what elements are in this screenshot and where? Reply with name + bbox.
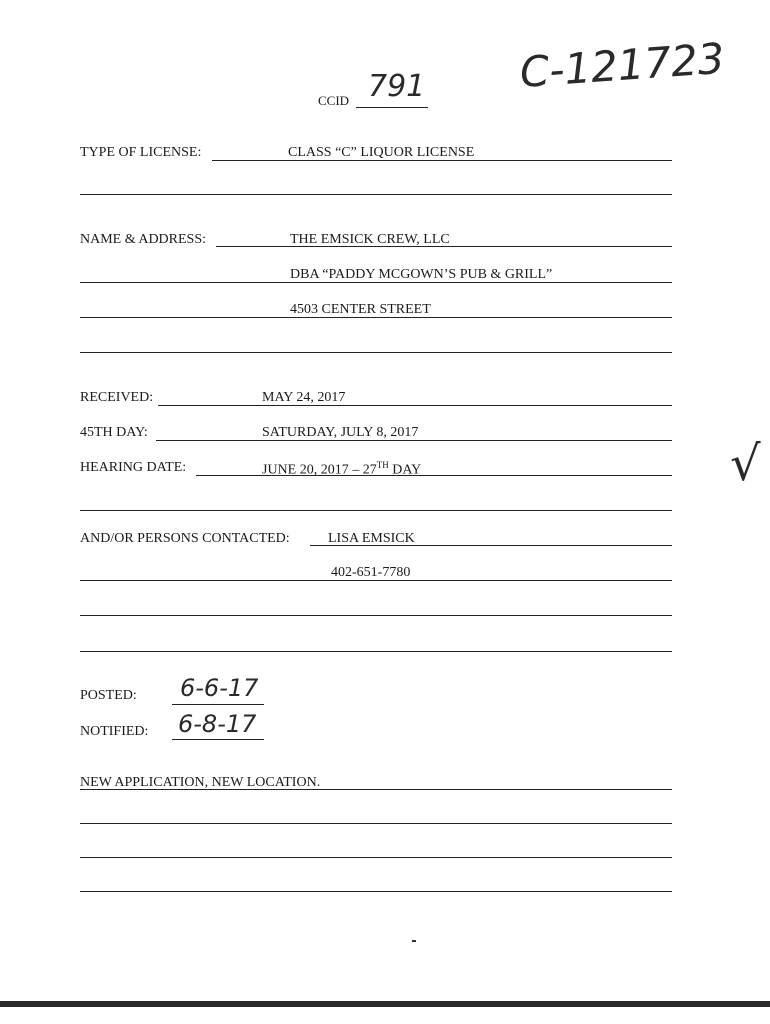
received-line <box>158 405 672 406</box>
blank-line <box>80 891 672 892</box>
contact-name: LISA EMSICK <box>328 531 415 546</box>
posted-line <box>172 704 264 705</box>
dba-line <box>80 282 672 283</box>
hearing-date-value <box>262 461 421 478</box>
license-type-label: TYPE OF LICENSE: <box>80 145 202 160</box>
dba-name: DBA “PADDY MCGOWN’S PUB & GRILL” <box>290 267 553 282</box>
blank-line <box>80 352 672 353</box>
ccid-value: 791 <box>368 69 426 104</box>
notified-label: NOTIFIED: <box>80 724 149 739</box>
blank-line <box>80 194 672 195</box>
hearing-date-superscript: TH <box>376 460 389 470</box>
business-name: THE EMSICK CREW, LLC <box>290 232 450 247</box>
notes-line <box>80 789 672 790</box>
blank-line <box>80 510 672 511</box>
scan-bottom-edge <box>0 1001 770 1007</box>
posted-date: 6-6-17 <box>180 674 259 702</box>
blank-line <box>80 857 672 858</box>
license-type-value: CLASS “C” LIQUOR LICENSE <box>288 145 475 160</box>
case-number: C-121723 <box>518 33 726 97</box>
received-label: RECEIVED: <box>80 390 154 405</box>
ccid-underline <box>356 107 428 108</box>
phone-line <box>80 580 672 581</box>
day45-label: 45TH DAY: <box>80 425 148 440</box>
posted-label: POSTED: <box>80 688 137 703</box>
hearing-date-main: JUNE 20, 2017 – 27 <box>262 462 377 478</box>
blank-line <box>80 651 672 652</box>
contacts-label: AND/OR PERSONS CONTACTED: <box>80 531 290 546</box>
day45-line <box>156 440 672 441</box>
hearing-date-tail: DAY <box>388 462 422 478</box>
day45-date: SATURDAY, JULY 8, 2017 <box>262 425 419 440</box>
received-date: MAY 24, 2017 <box>262 390 346 405</box>
notes-text: NEW APPLICATION, NEW LOCATION. <box>80 775 321 790</box>
blank-line <box>80 823 672 824</box>
contact-phone: 402-651-7780 <box>331 565 411 580</box>
hearing-date-label: HEARING DATE: <box>80 460 187 475</box>
license-type-line <box>212 160 672 161</box>
notified-date: 6-8-17 <box>178 710 257 738</box>
blank-line <box>80 615 672 616</box>
scan-speck <box>412 940 416 942</box>
ccid-label: CCID <box>318 93 350 108</box>
name-address-label: NAME & ADDRESS: <box>80 232 207 247</box>
check-mark: √ <box>730 436 761 492</box>
street-line <box>80 317 672 318</box>
notified-line <box>172 739 264 740</box>
street-address: 4503 CENTER STREET <box>290 302 431 317</box>
